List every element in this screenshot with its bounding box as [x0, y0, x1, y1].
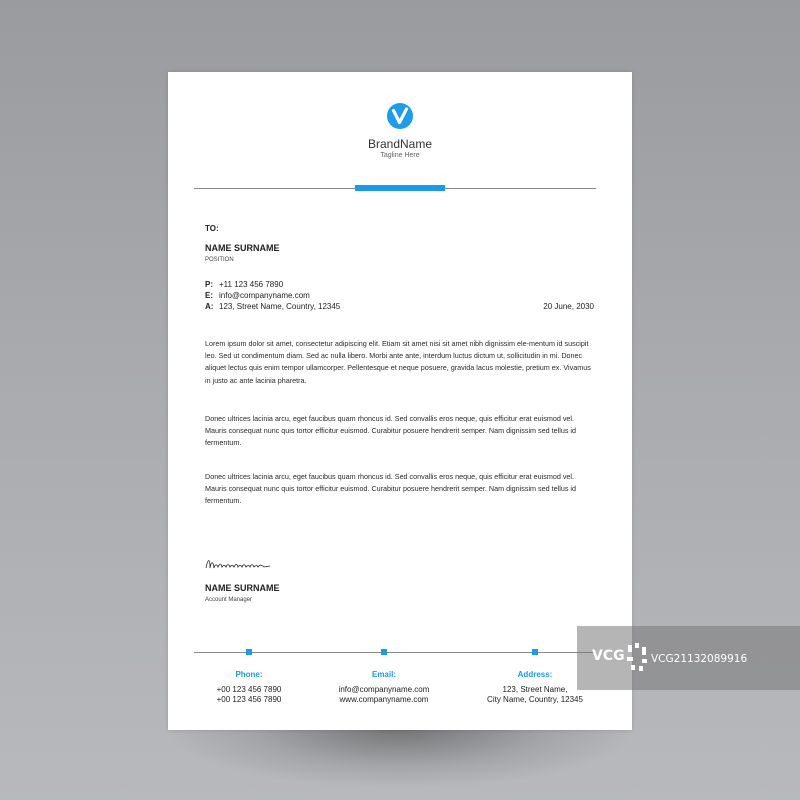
recipient-phone	[205, 280, 283, 289]
footer-email-line2: www.companyname.com	[339, 695, 429, 704]
address-value: 123, Street Name, Country, 12345	[219, 302, 341, 311]
footer-email	[314, 670, 454, 705]
handwritten-signature	[204, 554, 274, 576]
recipient-position: POSITION	[205, 257, 234, 263]
watermark-brand: VCG	[592, 648, 625, 664]
footer-marker-email	[381, 649, 387, 655]
recipient-name: NAME SURNAME	[205, 243, 280, 253]
email-key: E:	[205, 291, 213, 300]
address-key: A:	[205, 302, 214, 311]
brand-logo-icon	[386, 102, 414, 130]
to-label: TO:	[205, 224, 219, 233]
brand-name: BrandName	[367, 137, 433, 151]
footer-email-line1: info@companyname.com	[338, 685, 430, 694]
body-paragraph-1: Lorem ipsum dolor sit amet, consectetur adipiscing elit. Etiam sit amet nisi sit amet nibh dignissim ele-mentum id suscipit leo. Sed ut condimentum diam. Sed ac nulla libero. Morbi ante ante, interdum luctus dictum ut, sollicitudin in mi. Donec aliquet lectus quis enim tempor ullamcorper. Pellentesque et neque posuere, gravida lacus molestie, pretium ex. Vivamus in justo ac ante lacinia pharetra.	[205, 339, 591, 385]
footer-address-line1: 123, Street Name,	[502, 685, 568, 694]
brand-tagline: Tagline Here	[380, 152, 420, 159]
signer-role: Account Manager	[205, 597, 253, 603]
recipient-address	[205, 302, 340, 311]
header-accent-bar	[355, 185, 445, 191]
footer-address-line2: City Name, Country, 12345	[487, 695, 583, 704]
body-paragraph-2: Donec ultrices lacinia arcu, eget faucibus quam rhoncus id. Sed convallis eros neque, quis efficitur erat euismod vel. Mauris consequat nunc quis tortor efficitur euismod. Curabitur posuere hendrerit semper. Nam dignissim sed tellus id fermentum.	[205, 414, 576, 448]
letterhead-page	[168, 72, 632, 730]
footer-phone-line2: +00 123 456 7890	[216, 695, 282, 704]
email-value: info@companyname.com	[219, 291, 310, 300]
footer-email-title: Email:	[371, 670, 396, 679]
footer-marker-phone	[246, 649, 252, 655]
body-paragraph-3: Donec ultrices lacinia arcu, eget faucibus quam rhoncus id. Sed convallis eros neque, quis efficitur erat euismod vel. Mauris consequat nunc quis tortor efficitur euismod. Curabitur posuere hendrerit semper. Nam dignissim sed tellus id fermentum.	[205, 472, 576, 506]
paper-shadow	[170, 728, 630, 788]
footer-address-title: Address:	[517, 670, 553, 679]
phone-value: +11 123 456 7890	[219, 280, 284, 289]
phone-key: P:	[205, 280, 213, 289]
letter-date: 20 June, 2030	[543, 302, 594, 311]
signer-name: NAME SURNAME	[205, 583, 280, 593]
footer-phone-title: Phone:	[235, 670, 263, 679]
footer-phone	[179, 670, 319, 705]
footer-phone-line1: +00 123 456 7890	[216, 685, 282, 694]
watermark-logo-icon	[625, 642, 651, 672]
watermark-id: VCG21132089916	[651, 653, 748, 665]
recipient-email	[205, 291, 310, 300]
vcg-watermark	[577, 626, 800, 690]
footer-marker-address	[532, 649, 538, 655]
